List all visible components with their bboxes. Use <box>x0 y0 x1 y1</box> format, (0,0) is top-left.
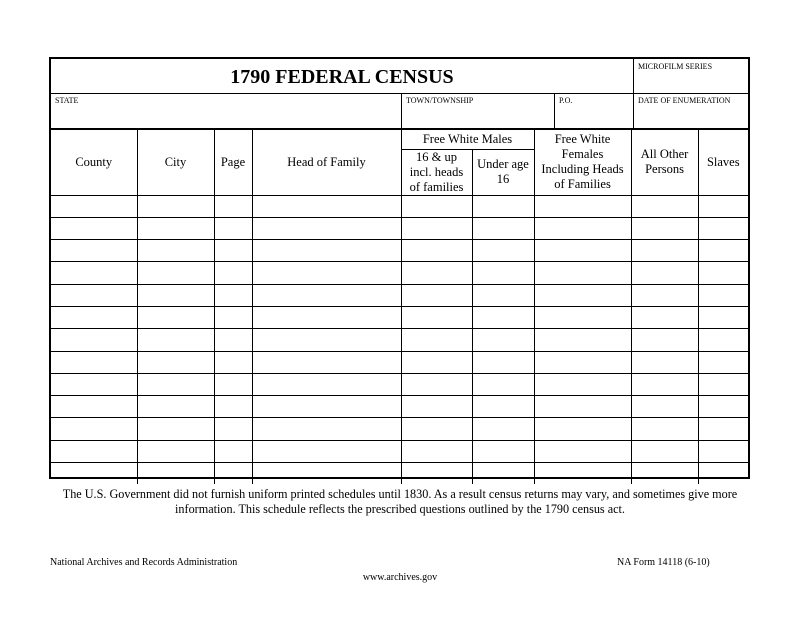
table-cell[interactable] <box>214 195 252 217</box>
table-row <box>51 329 748 351</box>
table-cell[interactable] <box>472 396 534 418</box>
table-cell[interactable] <box>214 440 252 462</box>
table-row <box>51 373 748 395</box>
header-all-other-persons: All Other Persons <box>631 130 698 195</box>
table-cell[interactable] <box>401 418 472 440</box>
table-cell[interactable] <box>631 463 698 485</box>
table-cell[interactable] <box>51 262 137 284</box>
table-cell[interactable] <box>137 284 214 306</box>
table-cell[interactable] <box>51 329 137 351</box>
table-cell[interactable] <box>214 373 252 395</box>
table-cell[interactable] <box>137 351 214 373</box>
table-cell[interactable] <box>472 284 534 306</box>
table-cell[interactable] <box>137 463 214 485</box>
table-cell[interactable] <box>401 240 472 262</box>
table-row <box>51 440 748 462</box>
table-cell[interactable] <box>698 418 748 440</box>
table-cell[interactable] <box>214 418 252 440</box>
table-cell[interactable] <box>137 418 214 440</box>
table-cell[interactable] <box>137 329 214 351</box>
table-row <box>51 418 748 440</box>
table-cell[interactable] <box>401 440 472 462</box>
table-cell[interactable] <box>534 306 631 328</box>
table-cell[interactable] <box>401 217 472 239</box>
table-cell[interactable] <box>252 306 401 328</box>
table-cell[interactable] <box>631 329 698 351</box>
footer-form-number: NA Form 14118 (6-10) <box>617 557 710 568</box>
header-free-white-females: Free White Females Including Heads of Families <box>534 130 631 195</box>
table-cell[interactable] <box>534 240 631 262</box>
table-cell[interactable] <box>252 329 401 351</box>
table-cell[interactable] <box>214 351 252 373</box>
table-cell[interactable] <box>472 418 534 440</box>
table-row <box>51 217 748 239</box>
date-label: DATE OF ENUMERATION <box>638 96 731 105</box>
table-cell[interactable] <box>214 306 252 328</box>
table-cell[interactable] <box>631 217 698 239</box>
table-cell[interactable] <box>401 329 472 351</box>
table-cell[interactable] <box>472 440 534 462</box>
header-free-white-males: Free White Males <box>401 130 534 149</box>
table-cell[interactable] <box>137 262 214 284</box>
table-cell[interactable] <box>214 240 252 262</box>
microfilm-series-field[interactable] <box>633 59 748 93</box>
town-label: TOWN/TOWNSHIP <box>406 96 474 105</box>
table-cell[interactable] <box>401 373 472 395</box>
table-cell[interactable] <box>472 217 534 239</box>
table-cell[interactable] <box>214 217 252 239</box>
table-cell[interactable] <box>631 262 698 284</box>
table-cell[interactable] <box>698 463 748 485</box>
table-cell[interactable] <box>631 240 698 262</box>
table-cell[interactable] <box>214 329 252 351</box>
table-cell[interactable] <box>631 373 698 395</box>
table-cell[interactable] <box>698 262 748 284</box>
census-form <box>49 57 750 479</box>
table-cell[interactable] <box>534 195 631 217</box>
table-cell[interactable] <box>534 418 631 440</box>
table-cell[interactable] <box>137 373 214 395</box>
table-row <box>51 195 748 217</box>
po-field[interactable] <box>554 93 633 128</box>
census-table-body <box>51 195 748 484</box>
town-field[interactable] <box>401 93 554 128</box>
table-cell[interactable] <box>51 351 137 373</box>
table-cell[interactable] <box>252 463 401 485</box>
table-cell[interactable] <box>401 284 472 306</box>
table-cell[interactable] <box>534 284 631 306</box>
table-cell[interactable] <box>534 463 631 485</box>
table-row <box>51 306 748 328</box>
table-cell[interactable] <box>51 284 137 306</box>
table-cell[interactable] <box>534 440 631 462</box>
table-cell[interactable] <box>401 396 472 418</box>
table-cell[interactable] <box>51 463 137 485</box>
table-cell[interactable] <box>137 217 214 239</box>
table-cell[interactable] <box>137 396 214 418</box>
table-cell[interactable] <box>51 418 137 440</box>
table-cell[interactable] <box>472 262 534 284</box>
header-county: County <box>51 130 137 195</box>
table-cell[interactable] <box>698 351 748 373</box>
table-cell[interactable] <box>698 329 748 351</box>
table-cell[interactable] <box>472 306 534 328</box>
table-cell[interactable] <box>698 240 748 262</box>
table-cell[interactable] <box>214 284 252 306</box>
table-cell[interactable] <box>137 240 214 262</box>
title-row <box>51 59 748 94</box>
table-cell[interactable] <box>214 262 252 284</box>
table-cell[interactable] <box>631 418 698 440</box>
table-cell[interactable] <box>252 396 401 418</box>
table-cell[interactable] <box>631 284 698 306</box>
microfilm-series-label: MICROFILM SERIES <box>638 62 713 71</box>
table-cell[interactable] <box>534 396 631 418</box>
info-row <box>51 93 748 130</box>
table-cell[interactable] <box>252 418 401 440</box>
census-table <box>51 130 748 484</box>
table-row <box>51 396 748 418</box>
po-label: P.O. <box>559 96 573 105</box>
table-cell[interactable] <box>401 463 472 485</box>
table-cell[interactable] <box>472 329 534 351</box>
table-cell[interactable] <box>51 373 137 395</box>
table-cell[interactable] <box>252 440 401 462</box>
table-cell[interactable] <box>631 195 698 217</box>
table-cell[interactable] <box>631 306 698 328</box>
table-cell[interactable] <box>631 396 698 418</box>
table-cell[interactable] <box>698 396 748 418</box>
table-cell[interactable] <box>401 306 472 328</box>
table-cell[interactable] <box>252 373 401 395</box>
header-males-16-up: 16 & up incl. heads of families <box>401 149 472 195</box>
header-city: City <box>137 130 214 195</box>
table-cell[interactable] <box>698 306 748 328</box>
table-cell[interactable] <box>252 240 401 262</box>
table-cell[interactable] <box>401 351 472 373</box>
table-cell[interactable] <box>472 373 534 395</box>
table-cell[interactable] <box>137 306 214 328</box>
table-cell[interactable] <box>472 463 534 485</box>
table-cell[interactable] <box>401 195 472 217</box>
table-cell[interactable] <box>252 262 401 284</box>
table-row <box>51 351 748 373</box>
table-row <box>51 240 748 262</box>
table-cell[interactable] <box>51 396 137 418</box>
table-cell[interactable] <box>51 240 137 262</box>
footer-agency: National Archives and Records Administration <box>50 557 238 568</box>
table-cell[interactable] <box>137 195 214 217</box>
table-cell[interactable] <box>472 195 534 217</box>
table-cell[interactable] <box>252 351 401 373</box>
form-title: 1790 FEDERAL CENSUS <box>230 66 454 88</box>
table-cell[interactable] <box>698 284 748 306</box>
table-row <box>51 463 748 485</box>
table-cell[interactable] <box>534 217 631 239</box>
table-row <box>51 284 748 306</box>
table-cell[interactable] <box>252 217 401 239</box>
date-field[interactable] <box>633 93 748 128</box>
table-cell[interactable] <box>631 351 698 373</box>
table-cell[interactable] <box>137 440 214 462</box>
table-cell[interactable] <box>252 195 401 217</box>
table-cell[interactable] <box>534 351 631 373</box>
table-cell[interactable] <box>698 440 748 462</box>
table-cell[interactable] <box>534 262 631 284</box>
table-cell[interactable] <box>534 329 631 351</box>
table-cell[interactable] <box>401 262 472 284</box>
header-males-under-16: Under age 16 <box>472 149 534 195</box>
table-cell[interactable] <box>214 463 252 485</box>
header-head-of-family: Head of Family <box>252 130 401 195</box>
header-slaves: Slaves <box>698 130 748 195</box>
header-page: Page <box>214 130 252 195</box>
table-cell[interactable] <box>631 440 698 462</box>
table-cell[interactable] <box>698 217 748 239</box>
table-cell[interactable] <box>698 373 748 395</box>
table-cell[interactable] <box>51 217 137 239</box>
table-cell[interactable] <box>698 195 748 217</box>
table-cell[interactable] <box>472 240 534 262</box>
table-cell[interactable] <box>51 440 137 462</box>
table-cell[interactable] <box>51 306 137 328</box>
table-cell[interactable] <box>252 284 401 306</box>
table-row <box>51 262 748 284</box>
table-cell[interactable] <box>214 396 252 418</box>
census-note: The U.S. Government did not furnish uniform printed schedules until 1830. As a result census returns may vary, and sometimes give more information. This schedule reflects the prescribed questions outlined by the 1790 census act. <box>62 487 738 516</box>
table-cell[interactable] <box>472 351 534 373</box>
table-cell[interactable] <box>534 373 631 395</box>
table-cell[interactable] <box>51 195 137 217</box>
state-label: STATE <box>55 96 79 105</box>
state-field[interactable] <box>51 93 401 128</box>
footer-website: www.archives.gov <box>362 572 438 583</box>
